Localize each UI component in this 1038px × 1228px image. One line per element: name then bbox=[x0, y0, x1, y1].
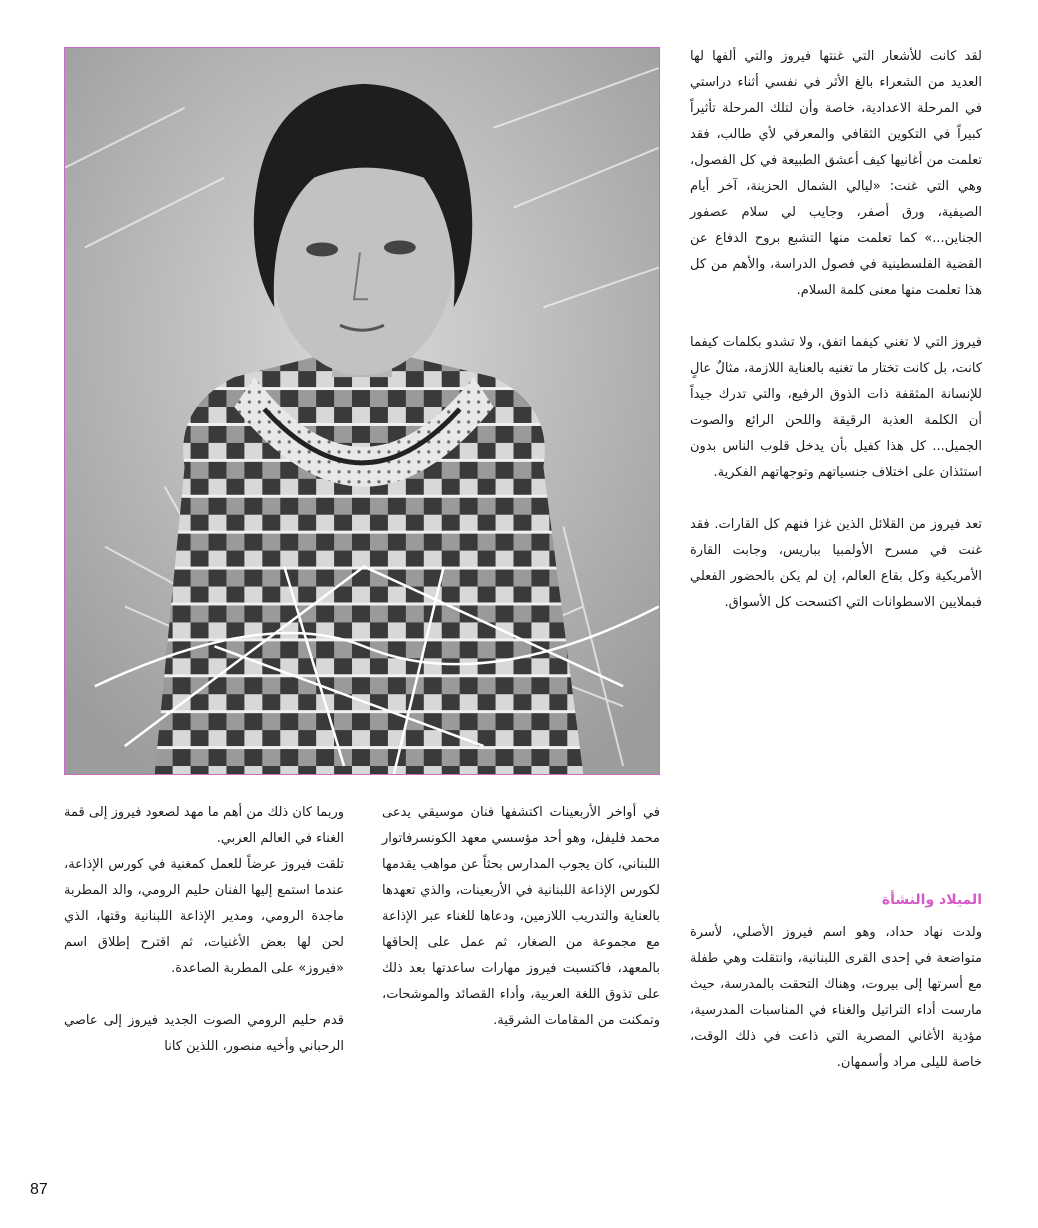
intro-paragraph-3: تعد فيروز من القلائل الذين غزا فنهم كل القارات. فقد غنت في مسرح الأولمبيا بباريس، وجابت القارة الأمريكية وكل بقاع العالم، إن لم يكن بالحضور الفعلي فبملايين الاسطوانات التي اكتسحت كل الأسواق. bbox=[690, 517, 982, 610]
left-column bbox=[64, 800, 344, 1060]
page-number: 87 bbox=[30, 1181, 48, 1198]
portrait-image bbox=[65, 48, 659, 774]
intro-column bbox=[690, 44, 982, 642]
portrait-photo bbox=[64, 47, 660, 775]
section-paragraph-1: ولدت نهاد حداد، وهو اسم فيروز الأصلي، لأسرة متواضعة في إحدى القرى اللبنانية، وانتقلت وهي طفلة مع أسرتها إلى بيروت، وهناك التحقت بالمدرسة، حيث مارست أداء التراتيل والغناء في المناسبات المدرسية، مؤدية الأغاني المصرية التي ذاعت في ذلك الوقت، خاصة لليلى مراد وأسمهان. bbox=[690, 925, 982, 1070]
intro-paragraph-1: لقد كانت للأشعار التي غنتها فيروز والتي ألفها لها العديد من الشعراء بالغ الأثر في نفسي أثناء دراستي في المرحلة الاعدادية، خاصة وأن لتلك المرحلة تأثيراً كبيراً في التكوين الثقافي والمعرفي لأي طالب، فقد تعلمت من أغانيها كيف أعشق الطبيعة في كل الفصول، وهي التي غنت: «ليالي الشمال الحزينة، آخر أيام الصيفية، ورق أصفر، وجايب لي سلام عصفور الجناين...» كما تعلمت منها التشبع بروح الدفاع عن القضية الفلسطينية في فصول الدراسة، والأهم من كل هذا تعلمت منها معنى كلمة السلام. bbox=[690, 49, 982, 298]
middle-column bbox=[382, 800, 660, 1034]
left-paragraph-1: وربما كان ذلك من أهم ما مهد لصعود فيروز إلى قمة الغناء في العالم العربي. bbox=[64, 805, 344, 846]
section-column bbox=[690, 920, 982, 1076]
intro-paragraph-2: فيروز التي لا تغني كيفما اتفق، ولا تشدو بكلمات كيفما كانت، بل كانت تختار ما تغنيه بالعناية اللازمة، مثالٌ عالٍ للإنسانة المثقفة ذات الذوق الرفيع، والتي تدرك جيداً أن الكلمة العذبة الرقيقة واللحن الرائع والصوت الجميل... كل هذا كفيل بأن يدخل قلوب الناس بدون استئذان على اختلاف جنسياتهم وتوجهاتهم الفكرية. bbox=[690, 335, 982, 480]
left-paragraph-2: تلقت فيروز عرضاً للعمل كمغنية في كورس الإذاعة، عندما استمع إليها الفنان حليم الرومي، والد المطربة ماجدة الرومي، ومدير الإذاعة اللبنانية وقتها، الذي لحن لها بعض الأغنيات، ثم اقترح إطلاق اسم «فيروز» على المطربة الصاعدة. bbox=[64, 857, 344, 976]
middle-paragraph-1: في أواخر الأربعينات اكتشفها فنان موسيقي يدعى محمد فليفل، وهو أحد مؤسسي معهد الكونسرفاتوار اللبناني، كان يجوب المدارس بحثاً عن مواهب يقدمها لكورس الإذاعة اللبنانية في الأربعينات، والذي تعهدها بالعناية والتدريب اللازمين، ودعاها للغناء عبر الإذاعة مع مجموعة من الصغار، ثم عمل على إلحاقها بالمعهد، فاكتسبت فيروز مهارات ساعدتها بعد ذلك على تذوق اللغة العربية، وأداء القصائد والموشحات، وتمكنت من المقامات الشرقية. bbox=[382, 805, 660, 1028]
section-heading: الميلاد والنشأة bbox=[881, 892, 982, 908]
left-paragraph-3: قدم حليم الرومي الصوت الجديد فيروز إلى عاصي الرحباني وأخيه منصور، اللذين كانا bbox=[64, 1013, 344, 1054]
